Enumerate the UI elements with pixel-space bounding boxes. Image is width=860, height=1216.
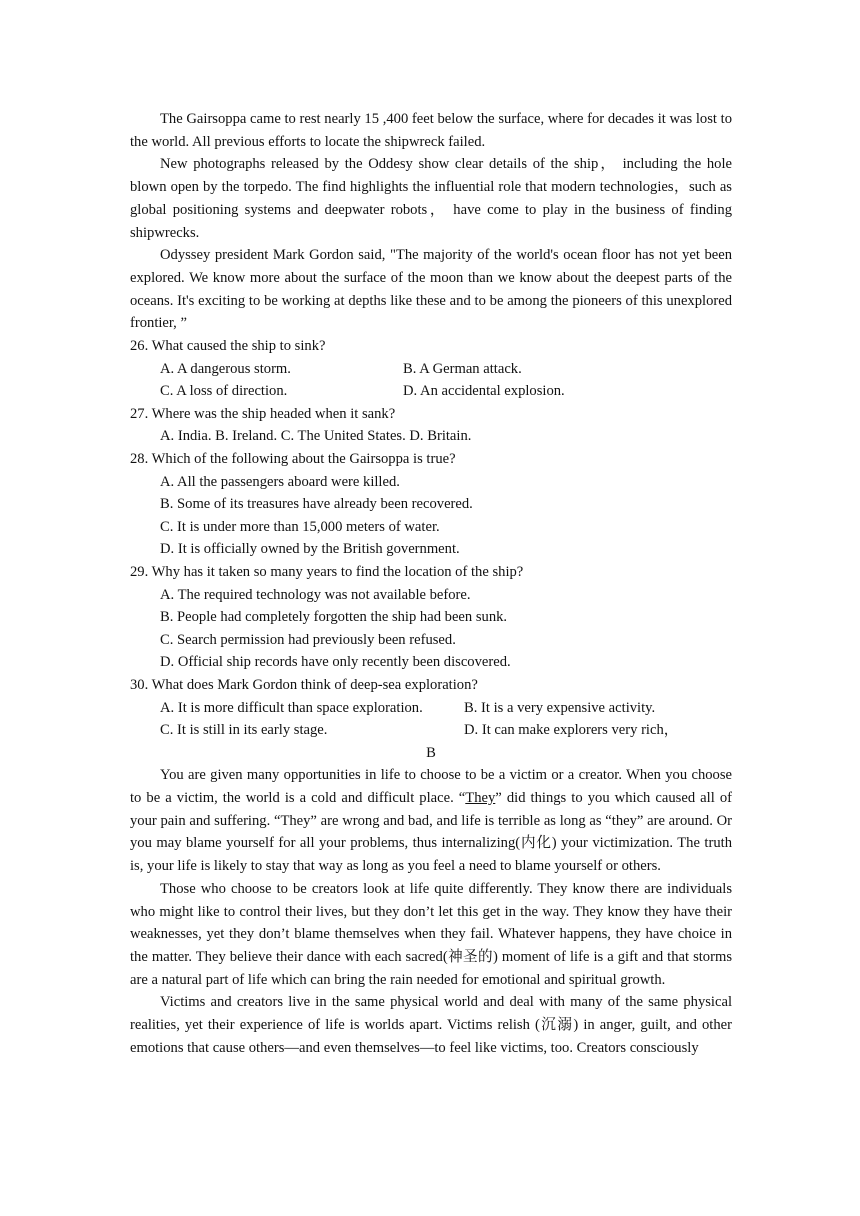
- passage-a-paragraph-2: New photographs released by the Oddesy show clear details of the ship， including the hole blown open by the torpedo. The find highlights the influential role that modern technologies，such as global positioning systems and deepwater robots， have come to play in the business of finding shipwrecks.: [130, 156, 732, 241]
- passage-a-paragraph-3: Odyssey president Mark Gordon said, "The majority of the world's ocean floor has not yet been explored. We know more about the surface of the moon than we know about the deepest parts of the oceans. It's exciting to be working at depths like these and to be among the pioneers of this unexplored frontier, ”: [130, 247, 732, 332]
- question-30-stem: 30. What does Mark Gordon think of deep-sea exploration?: [130, 676, 478, 693]
- question-27-stem: 27. Where was the ship headed when it sank?: [130, 405, 396, 422]
- question-30-option-d: D. It can make explorers very rich，: [464, 722, 679, 739]
- question-30-option-c: C. It is still in its early stage.: [160, 722, 328, 739]
- question-30-options-row-2: [130, 719, 732, 742]
- question-26-option-b: B. A German attack.: [403, 360, 522, 377]
- question-26-option-a: A. A dangerous storm.: [160, 360, 291, 377]
- question-28-option-b: B. Some of its treasures have already been recovered.: [160, 496, 473, 513]
- passage-b-p1-start: You are given many opportunities in life to choose to be a victim or a creator. When you choose to be a victim, the world is a cold and difficult place. “: [130, 767, 732, 807]
- passage-a-paragraph-1: The Gairsoppa came to rest nearly 15 ,400 feet below the surface, where for decades it was lost to the world. All previous efforts to locate the shipwreck failed.: [130, 111, 732, 150]
- question-28-stem: 28. Which of the following about the Gairsoppa is true?: [130, 451, 456, 467]
- question-29-option-c: C. Search permission had previously been refused.: [160, 631, 456, 648]
- passage-b-p1-end: ” did things to you which caused all of your pain and suffering. “They” are wrong and bad, and life is terrible as long as “they” are around. Or you may blame yourself for all your problems, thus internalizing(内化) your victimization. The truth is, your life is likely to stay that way as long as you feel a need to blame yourself or others.: [130, 790, 732, 875]
- underlined-word-they: They: [465, 790, 496, 807]
- question-28-option-d: D. It is officially owned by the British government.: [160, 541, 460, 558]
- question-30-options-row-1: [130, 697, 732, 720]
- question-30-option-a: A. It is more difficult than space exploration.: [160, 699, 423, 716]
- question-28-option-a: A. All the passengers aboard were killed.: [160, 473, 400, 490]
- section-b-heading: B: [426, 744, 436, 761]
- question-28-option-c: C. It is under more than 15,000 meters of water.: [160, 518, 440, 535]
- passage-b-paragraph-3: Victims and creators live in the same physical world and deal with many of the same physical realities, yet their experience of life is worlds apart. Victims relish (沉溺) in anger, guilt, and other emotions that cause others—and even themselves—to feel like victims, too. Creators consciously: [130, 994, 732, 1056]
- question-26-options-row-1: [130, 358, 732, 381]
- question-26-stem: 26. What caused the ship to sink?: [130, 338, 326, 355]
- question-30-option-b: B. It is a very expensive activity.: [464, 699, 656, 716]
- passage-b-paragraph-2: Those who choose to be creators look at life quite differently. They know there are individuals who might like to control their lives, but they don’t let this get in the way. They know they have their weaknesses, yet they don’t blame themselves when they fail. Whatever happens, they have choice in the matter. They believe their dance with each sacred(神圣的) moment of life is a gift and that storms are a natural part of life which can bring the rain needed for emotional and spiritual growth.: [130, 880, 732, 988]
- document-body: [130, 108, 732, 1059]
- question-26-option-c: C. A loss of direction.: [160, 383, 288, 400]
- question-29-option-b: B. People had completely forgotten the ship had been sunk.: [160, 609, 508, 626]
- question-26-option-d: D. An accidental explosion.: [403, 383, 565, 400]
- question-27-options: A. India. B. Ireland. C. The United States. D. Britain.: [160, 428, 472, 445]
- question-29-option-a: A. The required technology was not available before.: [160, 586, 471, 603]
- passage-b-paragraph-1: [130, 764, 732, 878]
- question-29-option-d: D. Official ship records have only recently been discovered.: [160, 654, 511, 671]
- question-26-options-row-2: [130, 380, 732, 403]
- question-29-stem: 29. Why has it taken so many years to find the location of the ship?: [130, 563, 524, 580]
